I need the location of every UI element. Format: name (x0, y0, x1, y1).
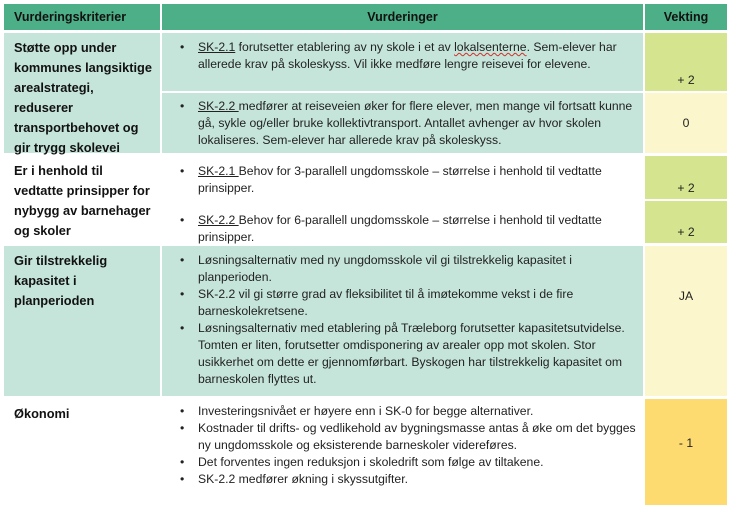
weight-value: + 2 (677, 73, 695, 87)
weight-value: 0 (682, 116, 690, 130)
row-3-criterion-text: Gir tilstrekkelig kapasitet i planperioden (14, 253, 108, 308)
row-2-weight-1 (645, 156, 727, 199)
evaluation-bullet: • Løsningsalternativ med etablering på Træleborg forutsetter kapasitetsutvidelse. Tomten er liten, forutsetter omdisponering av arealer opp mot skolen. Stor usikkerhet om dette er gjennomførbart. Byskogen har tilstrekkelig kapasitet om barneskolen flyttes ut. (188, 320, 637, 388)
row-4-evaluations (162, 399, 643, 505)
evaluation-bullet: • SK-2.2 vil gi større grad av fleksibilitet til å imøtekomme vekst i de fire barneskolekretsene. (188, 286, 637, 320)
header-evaluations (162, 4, 643, 30)
row-1-weight-2 (645, 93, 727, 153)
row-1-weight-1 (645, 33, 727, 91)
evaluation-bullet: • Kostnader til drifts- og vedlikehold av bygningsmasse antas å øke om det bygges ny ungdomsskole og eksisterende barneskoler videreføres. (188, 420, 637, 454)
row-1-evaluation-2 (162, 93, 643, 153)
row-2-criterion (4, 156, 160, 243)
evaluation-text: Behov for 6-parallell ungdomsskole – størrelse i henhold til vedtatte prinsipper. (198, 213, 602, 244)
spellcheck-word: lokalsenterne (454, 40, 527, 54)
weight-value: + 2 (677, 225, 695, 239)
header-criteria-label: Vurderingskriterier (14, 10, 127, 24)
row-1-criterion-text: Støtte opp under kommunes langsiktige arealstrategi, reduserer transportbehovet og gir trygg skolevei (14, 40, 152, 155)
row-4-criterion-text: Økonomi (14, 406, 70, 421)
evaluation-bullet: • Det forventes ingen reduksjon i skoledrift som følge av tiltakene. (188, 454, 637, 471)
evaluation-text: forutsetter etablering av ny skole i et av (235, 40, 455, 54)
row-2-evaluations (162, 156, 643, 243)
evaluation-bullet (188, 212, 637, 246)
evaluation-text: Behov for 3-parallell ungdomsskole – størrelse i henhold til vedtatte prinsipper. (198, 164, 602, 195)
evaluation-bullet: • SK-2.2 medfører økning i skyssutgifter. (188, 471, 637, 488)
row-2-criterion-text: Er i henhold til vedtatte prinsipper for nybygg av barnehager og skoler (14, 163, 151, 238)
header-weighting (645, 4, 727, 30)
evaluation-bullet (188, 163, 637, 197)
row-3-weight (645, 246, 727, 396)
ref-sk-2-2: SK-2.2 (198, 99, 239, 113)
ref-sk-2-1: SK-2.1 (198, 40, 236, 54)
row-3-criterion (4, 246, 160, 396)
header-weighting-label: Vekting (663, 10, 709, 24)
ref-sk-2-1: SK-2.1 (198, 164, 239, 178)
evaluation-bullet (188, 39, 637, 73)
row-3-evaluations (162, 246, 643, 396)
row-2-weight-2 (645, 201, 727, 243)
evaluation-text: . Sem-elever har allerede krav på skoleskyss. Vil ikke medføre lengre reisevei for elevene. (198, 40, 617, 71)
evaluation-bullet (188, 98, 637, 149)
ref-sk-2-2: SK-2.2 (198, 213, 239, 227)
evaluation-text: medfører at reiseveien øker for flere elever, men mange vil fortsatt kunne gå, sykle og/eller bruke kollektivtransport. Antallet avhenger av hvor skolen lokaliseres. Sem-elever har allerede krav på skoleskyss. (198, 99, 633, 147)
row-1-evaluation-1 (162, 33, 643, 91)
row-4-weight (645, 399, 727, 505)
row-1-criterion (4, 33, 160, 153)
row-4-criterion (4, 399, 160, 505)
header-evaluations-label: Vurderinger (367, 10, 438, 24)
header-criteria (4, 4, 160, 30)
weight-value: JA (678, 289, 694, 303)
weight-value: - 1 (678, 436, 694, 450)
weight-value: + 2 (677, 181, 695, 195)
evaluation-bullet: • Løsningsalternativ med ny ungdomsskole vil gi tilstrekkelig kapasitet i planperioden. (188, 252, 637, 286)
evaluation-bullet: • Investeringsnivået er høyere enn i SK-0 for begge alternativer. (188, 403, 637, 420)
